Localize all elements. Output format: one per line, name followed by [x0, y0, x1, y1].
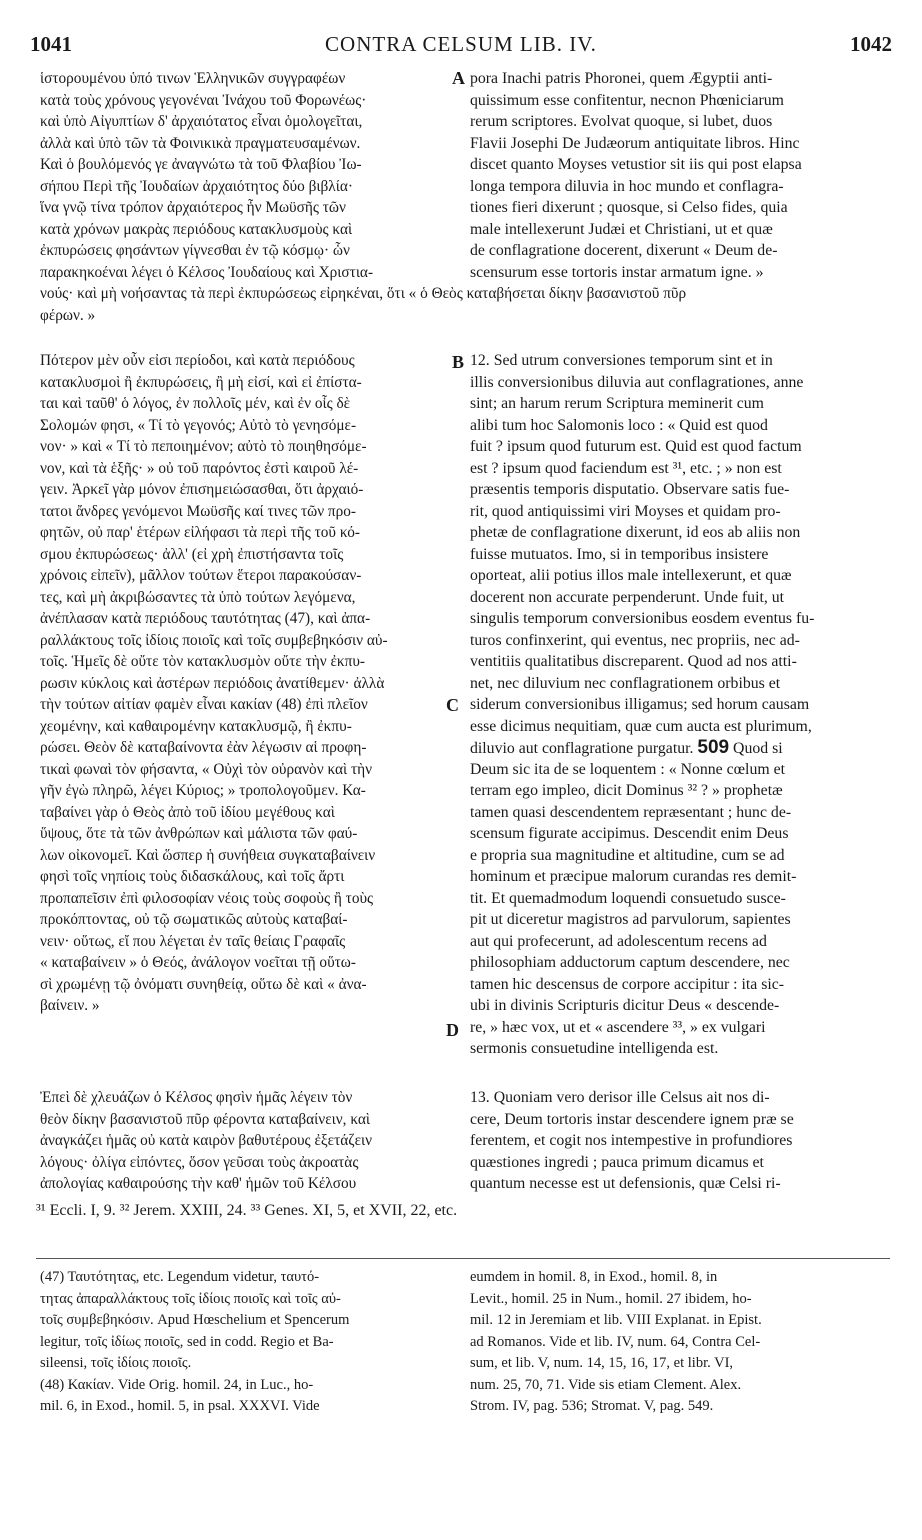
latin-text-line: turos confinxerint, qui eventus, nec propriis, nec ad- — [470, 631, 800, 649]
footnote-line: sileensi, τοῖς ἰδίοις ποιοῖς. — [40, 1355, 192, 1371]
latin-text-line: ventitiis qualitatibus discreparent. Quod ad nos atti- — [470, 653, 797, 670]
latin-text-line: illis conversionibus diluvia aut conflagrationes, anne — [470, 373, 804, 391]
greek-text-line: σήπου Περὶ τῆς Ἰουδαίων ἀρχαιότητος δύο βιβλία· — [40, 177, 353, 195]
greek-text-line: γειν. Ἀρκεῖ γὰρ μόνον ἐπισημειώσασθαι, ὅτι ἀρχαιό- — [40, 481, 364, 498]
latin-text-line: 12. Sed utrum conversiones temporum sint et in — [470, 352, 773, 369]
footnote-line: mil. 12 in Jeremiam et lib. VIII Explanat. in Epist. — [470, 1312, 762, 1328]
footnote-line: num. 25, 70, 71. Vide sis etiam Clement. Alex. — [470, 1376, 742, 1393]
footnote-line: (48) Κακίαν. Vide Orig. homil. 24, in Luc., ho- — [40, 1376, 314, 1393]
page-header — [30, 30, 892, 58]
latin-text-line: præsentis temporis disputatio. Observare satis fue- — [470, 481, 790, 498]
footnote-line: ad Romanos. Vide et lib. IV, num. 64, Contra Cel- — [470, 1333, 761, 1350]
latin-column-top — [470, 68, 890, 283]
latin-text-line: de conflagratione docerent, dixerunt « Deum de- — [470, 242, 778, 259]
greek-text-line: λόγους· ὀλίγα εἰπόντες, ὅσον γεῦσαι τοὺς ἀκροατὰς — [40, 1153, 359, 1171]
latin-text-line: sermonis consuetudine intelligenda est. — [470, 1040, 719, 1057]
footnote-line: Levit., homil. 25 in Num., homil. 27 ibidem, ho- — [470, 1290, 752, 1307]
margin-letter-c: C — [446, 695, 459, 715]
greek-text-line: γῆν ἐγὼ πληρῶ, λέγει Κύριος; » τροπολογοῦμεν. Κα- — [40, 782, 366, 799]
greek-text-line: κατακλυσμοὶ ἢ ἐκπυρώσεις, ἢ μὴ εἰσί, καὶ εἰ ἐπίστα- — [40, 373, 362, 391]
latin-text-line: sint; an harum rerum Scriptura meminerit cum — [470, 395, 764, 412]
latin-text-line: docerent non accurate perpenderunt. Unde fuit, ut — [470, 588, 785, 606]
latin-text-line: rit, quod antiquissimi viri Moyses et quidam pro- — [470, 502, 781, 520]
latin-text-line: pit ut diceretur magistros ad parvulorum, sapientes — [470, 911, 791, 928]
latin-text-line: ferentem, et cogit nos intempestive in profundiores — [470, 1132, 793, 1149]
latin-text-line: tamen hic descensus de corpore accipitur : ita sic- — [470, 975, 785, 993]
scripture-references: ³¹ Eccli. I, 9. ³² Jerem. XXIII, 24. ³³ Genes. XI, 5, et XVII, 22, etc. — [36, 1202, 458, 1219]
latin-text-line: ubi in divinis Scripturis dicitur Deus « descende- — [470, 997, 780, 1014]
footnote-line: eumdem in homil. 8, in Exod., homil. 8, in — [470, 1269, 718, 1285]
footnotes-left — [40, 1268, 450, 1419]
greek-text-line: ἀπολογίας καθαιρούσης τὴν καθ' ἡμῶν τοῦ Κέλσου — [40, 1175, 357, 1192]
greek-text-line: σὶ χρωμένῃ τῷ ὀνόματι συνηθείᾳ, οὕτω δὲ καὶ « ἀνα- — [40, 975, 367, 993]
latin-text-line: phetæ de conflagratione dixerunt, id eos ab aliis non — [470, 524, 801, 541]
greek-text-line: παρακηκοέναι λέγει ὁ Κέλσος Ἰουδαίους καὶ Χριστια- — [40, 263, 374, 281]
greek-text-line: « καταβαίνειν » ὁ Θεός, ἀνάλογον νοεῖται τῇ οὕτω- — [40, 954, 356, 971]
latin-text-line: tamen quasi descendentem repræsentant ; hunc de- — [470, 803, 792, 821]
latin-text-line: Flavii Josephi De Judæorum antiquitate libros. Hinc — [470, 134, 800, 152]
greek-text-line: τοῖς. Ἡμεῖς δὲ οὔτε τὸν κατακλυσμὸν οὔτε τὴν ἐκπυ- — [40, 653, 366, 670]
greek-text-line: λων οἰκονομεῖ. Καὶ ὥσπερ ἡ συνήθεια συγκαταβαίνειν — [40, 846, 376, 864]
column-number-marker: 509 — [697, 737, 730, 758]
greek-text-line: ἀναγκάζει ἡμᾶς οὐ κατὰ καιρὸν βαθυτέρους ἐξετάζειν — [40, 1132, 373, 1149]
latin-text-line: male intellexerunt Judæi et Christiani, ut et quæ — [470, 220, 773, 238]
greek-text-line: νούς· καὶ μὴ νοήσαντας τὰ περὶ ἐκπυρώσεως εἰρηκέναι, ὅτι « ὁ Θεὸς καταβήσεται δίκην βασανιστοῦ πῦρ — [40, 285, 687, 302]
latin-text-line: 13. Quoniam vero derisor ille Celsus ait nos di- — [470, 1089, 770, 1106]
latin-text-fragment: Quod si — [729, 740, 783, 757]
footnote-line: legitur, τοῖς ἰδίως ποιοῖς, sed in codd. Regio et Ba- — [40, 1333, 334, 1350]
latin-text-line: rerum scriptores. Evolvat quoque, si lubet, duos — [470, 113, 773, 130]
latin-text-line: terram ego impleo, dicit Dominus ³² ? » prophetæ — [470, 782, 783, 799]
greek-text-line: τατοι ἄνδρες γενόμενοι Μωϋσῆς καί τινες τῶν προ- — [40, 502, 357, 520]
margin-letter-d: D — [446, 1020, 459, 1040]
greek-text-line: τες, καὶ μὴ ἀκριβώσαντες τὰ ὑπὸ τούτων λεγόμενα, — [40, 588, 356, 606]
greek-text-line: κατὰ χρόνων μακρὰς περιόδους κατακλυσμοὺς καὶ — [40, 220, 353, 238]
greek-text-line: ρώσει. Θεὸν δὲ καταβαίνοντα ἐὰν λέγωσιν αἱ προφη- — [40, 739, 367, 756]
latin-text-line: longa tempora diluvia in hoc mundo et conflagra- — [470, 177, 784, 195]
greek-text-line: φησὶ τοῖς νηπίοις τοὺς διδασκάλους, καὶ τοῖς ἄρτι — [40, 868, 345, 885]
greek-text-line: φέρων. » — [40, 306, 96, 324]
greek-text-line: χρόνοις εἰπεῖν), μᾶλλον τούτων ἕτεροι παρακούσαν- — [40, 567, 362, 584]
latin-text-line: esse dicimus nequitiam, quæ cum aucta est plurimum, — [470, 717, 812, 735]
greek-text-line: ρωσιν κύκλοις καὶ ἀστέρων περιόδοις ἀνατίθεμεν· ἀλλὰ — [40, 674, 385, 692]
latin-text-line: alibi tum hoc Salomonis loco : « Quid est quod — [470, 416, 768, 434]
greek-text-line: κατὰ τοὺς χρόνους γεγονέναι Ἰνάχου τοῦ Φορωνέως· — [40, 91, 367, 109]
latin-text-line: quissimum esse confitentur, necnon Phœniciarum — [470, 91, 784, 109]
latin-text-line: pora Inachi patris Phoronei, quem Ægyptii anti- — [470, 70, 773, 87]
footnote-line: sum, et lib. V, num. 14, 15, 16, 17, et libr. VI, — [470, 1355, 734, 1371]
right-page-number: 1042 — [849, 31, 892, 56]
greek-text-line: τὴν τούτων αἰτίαν φαμὲν εἶναι κακίαν (48) ἐπὶ πλεῖον — [40, 696, 368, 713]
footnote-line: (47) Ταυτότητας, etc. Legendum videtur, ταυτό- — [40, 1269, 320, 1285]
greek-text-line: χεομένην, καὶ καθαιρομένην κατακλυσμῷ, ἢ ἐκπυ- — [40, 717, 352, 735]
latin-text-line: siderum conversionibus illigamus; sed horum causam — [470, 696, 810, 713]
latin-text-line: hominum et præcipue malorum curandas res demit- — [470, 868, 797, 885]
footnote-line: τοῖς συμβεβηκόσιν. Apud Hœschelium et Spencerum — [40, 1312, 350, 1328]
latin-text-line: tit. Et quemadmodum loquendi consuetudo susce- — [470, 889, 786, 907]
greek-text-line: καὶ ὑπὸ Αἰγυπτίων δ' ἀρχαιότατος εἶναι ὁμολογεῖται, — [40, 113, 363, 130]
footnote-line: Strom. IV, pag. 536; Stromat. V, pag. 549. — [470, 1398, 714, 1414]
greek-text-line: ὕψους, ὅτε τὰ τῶν ἀνθρώπων καὶ μάλιστα τῶν φαύ- — [40, 825, 358, 842]
greek-text-line: ἐκπυρώσεις φησάντων γίγνεσθαι ἐν τῷ κόσμῳ· ὧν — [40, 242, 350, 259]
greek-text-line: τικαὶ φωναὶ τὸν φήσαντα, « Οὐχὶ τὸν οὐρανὸν καὶ τὴν — [40, 760, 373, 778]
footnote-rule — [36, 1258, 890, 1259]
latin-text-line: quantum necesse est ut defensionis, quæ Celsi ri- — [470, 1175, 781, 1192]
greek-text-line: νειν· οὕτως, εἴ που λέγεται ἐν ταῖς θείαις Γραφαῖς — [40, 932, 346, 950]
greek-text-line: Καὶ ὁ βουλόμενός γε ἀναγνώτω τὰ τοῦ Φλαβίου Ἰω- — [40, 156, 362, 173]
latin-text-fragment: diluvio aut conflagratione purgatur. — [470, 740, 694, 757]
latin-text-line: fuit ? ipsum quod futurum est. Quid est quod factum — [470, 438, 802, 455]
latin-text-line: aut qui profecerunt, ad adolescentum recens ad — [470, 932, 767, 950]
greek-text-line: Σολομών φησι, « Τί τὸ γεγονός; Αὐτὸ τὸ γενησόμε- — [40, 416, 357, 434]
greek-text-line: προπαπεῖσιν ἐπὶ φιλοσοφίαν νέοις τοὺς σοφοὺς ἢ τοὺς — [40, 889, 374, 907]
greek-text-line: ταβαίνει γὰρ ὁ Θεὸς ἀπὸ τοῦ ἰδίου μεγέθους καὶ — [40, 803, 335, 821]
margin-letter-a: A — [452, 68, 465, 88]
latin-text-line: est ? ipsum quod faciendum est ³¹, etc. ; » non est — [470, 459, 782, 477]
greek-text-line: νον· » καὶ « Τί τὸ πεποιημένον; αὐτὸ τὸ ποιηθησόμε- — [40, 438, 367, 455]
running-title: CONTRA CELSUM LIB. IV. — [325, 31, 597, 56]
latin-text-line: scensurum esse tortoris instar armatum igne. » — [470, 263, 764, 281]
margin-letter-b: B — [452, 352, 465, 372]
latin-column-bottom — [470, 1087, 890, 1195]
greek-text-line: προκόπτοντας, οὐ τῷ σωματικῶς αὐτοὺς καταβαί- — [40, 911, 348, 928]
left-page-number: 1041 — [30, 31, 72, 56]
greek-wide-lines — [40, 283, 890, 326]
latin-text-line: e propria sua magnitudine et altitudine, cum se ad — [470, 846, 785, 864]
greek-text-line: θεὸν δίκην βασανιστοῦ πῦρ φέροντα καταβαίνειν, καὶ — [40, 1110, 371, 1128]
footnote-line: mil. 6, in Exod., homil. 5, in psal. XXXVI. Vide — [40, 1398, 320, 1414]
latin-text-line: singulis temporum conversionibus eosdem eventus fu- — [470, 610, 815, 627]
latin-text-line: net, nec diluvium nec conflagrationem orbibus et — [470, 674, 781, 692]
greek-text-line: ἀλλὰ καὶ ὑπὸ τῶν τὰ Φοινικικὰ πραγματευσαμένων. — [40, 134, 361, 152]
latin-text-line: philosophiam adductorum captum descendere, nec — [470, 954, 790, 971]
latin-text-line: quæstiones ingredi ; pauca primum dicamus et — [470, 1153, 764, 1171]
greek-column-bottom — [40, 1087, 445, 1195]
greek-text-line: ται καὶ ταῦθ' ὁ λόγος, ἐν πολλοῖς μέν, καὶ ἐν οἷς δὲ — [40, 395, 351, 412]
greek-text-line: ἵνα γνῷ τίνα τρόπον ἀρχαιότερος ἦν Μωϋσῆς τῶν — [40, 199, 346, 216]
greek-column-middle — [40, 350, 445, 1017]
greek-text-line: ἀνέπλασαν κατὰ περιόδους ταυτότητας (47), καὶ ἀπα- — [40, 610, 371, 627]
greek-text-line: νον, καὶ τὰ ἑξῆς· » οὐ τοῦ παρόντος ἐστὶ καιροῦ λέ- — [40, 459, 359, 477]
greek-text-line: ἱστορουμένου ὑπό τινων Ἑλληνικῶν συγγραφέων — [40, 70, 346, 87]
latin-column-middle — [470, 350, 890, 1060]
greek-column-top — [40, 68, 450, 283]
greek-text-line: Πότερον μὲν οὖν εἰσι περίοδοι, καὶ κατὰ περιόδους — [40, 352, 355, 369]
latin-text-line: re, » hæc vox, ut et « ascendere ³³, » ex vulgari — [470, 1018, 766, 1036]
latin-text-line: Deum sic ita de se loquentem : « Nonne cœlum et — [470, 760, 785, 778]
footnote-line: τητας ἀπαραλλάκτους τοῖς ἰδίοις ποιοῖς καὶ τοῖς αὐ- — [40, 1290, 341, 1307]
latin-text-line: oporteat, alii potius illos male intellexerunt, et quæ — [470, 567, 792, 584]
latin-text-line: scensum figurate accipimus. Descendit enim Deus — [470, 825, 789, 842]
latin-text-line — [470, 737, 890, 759]
greek-text-line: φητῶν, οὐ παρ' ἑτέρων εἰλήφασι τὰ περὶ τῆς τοῦ κό- — [40, 524, 360, 541]
greek-text-line: ραλλάκτους τοῖς ἰδίοις ποιοῖς καὶ τοῖς συμβεβηκόσιν αὐ- — [40, 631, 388, 649]
greek-text-line: Ἐπεὶ δὲ χλευάζων ὁ Κέλσος φησὶν ἡμᾶς λέγειν τὸν — [40, 1089, 353, 1106]
latin-text-line: tiones fieri dixerunt ; quosque, si Celso fides, quia — [470, 199, 788, 216]
greek-text-line: βαίνειν. » — [40, 997, 100, 1014]
latin-text-line: cere, Deum tortoris instar descendere ignem præ se — [470, 1110, 794, 1128]
footnotes-right — [470, 1268, 890, 1419]
latin-text-line: fuisse mutuatos. Imo, si in temporibus insistere — [470, 545, 769, 563]
greek-text-line: σμου ἐκπυρώσεως· ἀλλ' (εἰ χρὴ ἐπιστήσαντα τοῖς — [40, 545, 344, 563]
latin-text-line: discet quanto Moyses vetustior sit iis qui post elapsa — [470, 156, 802, 173]
